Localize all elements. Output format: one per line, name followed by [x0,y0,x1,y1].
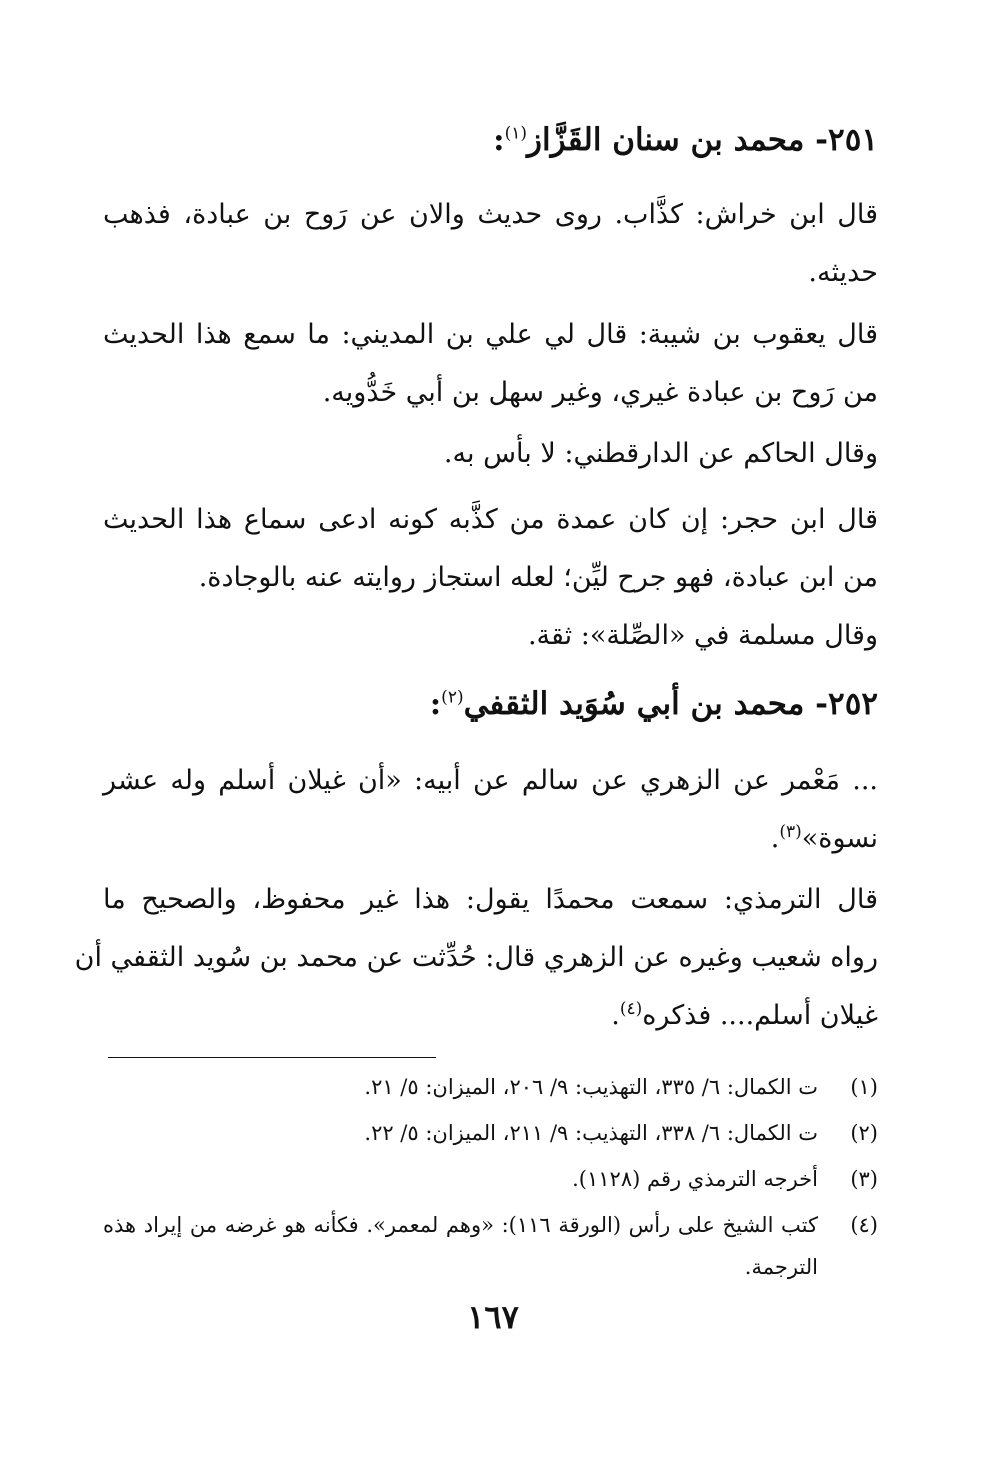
heading-colon: : [429,686,442,722]
entry-heading-text: ٢٥٢- محمد بن أبي سُوَيد الثقفي [463,686,878,722]
text-line: رواه شعيب وغيره عن الزهري قال: حُدِّثت عن محمد بن سُويد الثقفي أن [74,942,878,973]
footnote-ref: (٢) [441,687,464,708]
entry-heading-251 [103,116,878,164]
text-segment: . [770,823,780,854]
footnote-number: (١) [850,1075,878,1099]
text-line: وقال مسلمة في «الصِّلة»: ثقة. [527,620,878,651]
footnote-number: (٣) [850,1167,878,1191]
text-line: من ابن عبادة، فهو جرح ليِّن؛ لعله استجاز روايته عنه بالوجادة. [198,562,878,593]
paragraph-ibn-hajar [103,491,878,607]
footnote-text: ت الكمال: ٦/ ٣٣٥، التهذيب: ٩/ ٢٠٦، الميزان: ٥/ ٢١. [364,1075,818,1099]
footnote-text: أخرجه الترمذي رقم (١١٢٨). [572,1167,818,1191]
page-number: ١٦٧ [467,1298,519,1336]
text-line: قال ابن حجر: إن كان عمدة من كذَّبه كونه ادعى سماع هذا الحديث [103,504,878,535]
paragraph-ibn-khirash [103,186,878,302]
text-line: من رَوح بن عبادة غيري، وغير سهل بن أبي خَدُّويه. [322,377,878,408]
text-segment: . [611,1000,620,1031]
footnote-text: ت الكمال: ٦/ ٣٣٨، التهذيب: ٩/ ٢١١، الميزان: ٥/ ٢٢. [364,1121,818,1145]
entry-heading-252 [103,680,878,728]
paragraph-mamar-zuhri [103,752,878,868]
footnote-ref: (٣) [779,822,802,842]
text-segment: غيلان أسلم.... فذكره [642,1000,878,1031]
text-line: وقال الحاكم عن الدارقطني: لا بأس به. [443,438,878,469]
footnote-text: كتب الشيخ على رأس (الورقة ١١٦): «وهم لمعمر». فكأنه هو غرضه من إيراد هذه [103,1213,819,1237]
text-line: حديثه. [808,257,878,288]
footnote-1 [103,1066,878,1108]
footnote-2 [103,1112,878,1154]
footnote-text: الترجمة. [744,1255,818,1279]
entry-heading-text: ٢٥١- محمد بن سنان القَزَّاز [527,122,878,158]
heading-colon: : [493,122,505,158]
paragraph-tirmidhi [74,871,878,1045]
text-line [103,810,878,868]
footnote-3 [103,1158,878,1200]
text-line: قال ابن خراش: كذَّاب. روى حديث والان عن رَوح بن عبادة، فذهب [103,199,878,230]
text-line [103,987,878,1045]
text-line: قال الترمذي: سمعت محمدًا يقول: هذا غير محفوظ، والصحيح ما [103,884,878,915]
footnote-number: (٤) [850,1213,878,1237]
footnote-separator [108,1057,436,1058]
text-segment: نسوة» [801,823,878,854]
footnote-number: (٢) [850,1121,878,1145]
footnote-ref: (١) [504,123,527,144]
text-line: ... مَعْمر عن الزهري عن سالم عن أبيه: «أن غيلان أسلم وله عشر [103,765,878,796]
paragraph-maslama [103,607,878,665]
footnote-4 [103,1204,878,1288]
paragraph-hakim-daraqutni [103,425,878,483]
paragraph-yaqub-ibn-shayba [103,306,878,422]
footnote-ref: (٤) [619,999,643,1019]
text-line: قال يعقوب بن شيبة: قال لي علي بن المديني: ما سمع هذا الحديث [103,319,878,350]
